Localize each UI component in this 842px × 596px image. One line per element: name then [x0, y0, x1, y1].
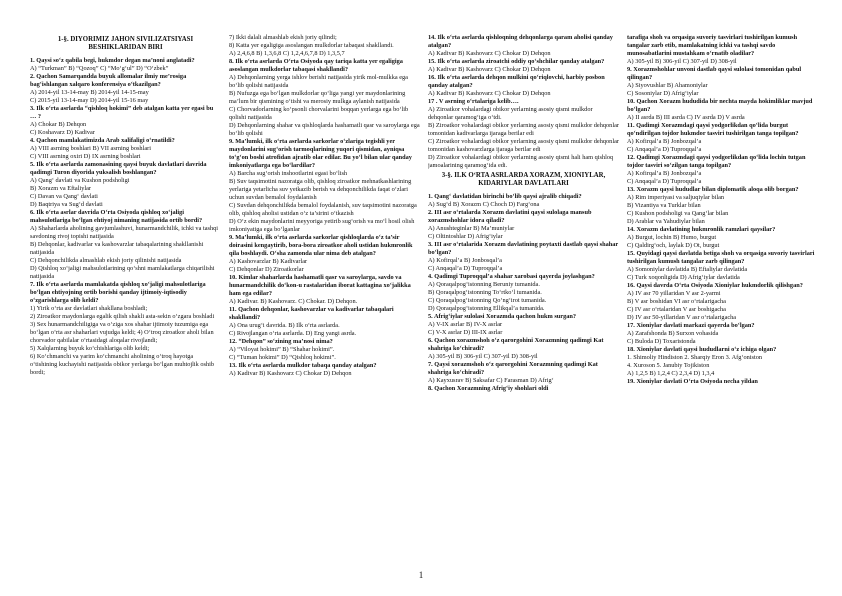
question-text: 2. Qachon Samarqandda buyuk allomalar ilmiy me’rosiga bag‘ishlangan xalqaro konferensiya o‘tkazilgan? [30, 72, 187, 88]
answer-line: A) Kofirqal’a B) Jonbosqal’a [428, 256, 502, 264]
answer-line: A) Somoniylar davlatida B) Eftaliylar davlatida [627, 266, 748, 273]
answer-line: C) Turk xoqonligida D) Afrig‘iylar davlatida [627, 274, 740, 281]
answer-line: D) Ziroatkor vohalardagi obikor yerlarning asosiy qismi hali ham qishloq jamoalarining qaramog‘ida edi. [428, 154, 614, 169]
answer-line: D) Dehqonlarning shahar va qishloqlarda hashamatli qasr va saroylarga ega bo‘lib qolishi [229, 122, 420, 137]
question-text: 8. Ilk o‘rta asrlarda O‘rta Osiyoda qay tariqa katta yer egaligiga asoslangan mulkdorlar tabaqasi shakllandi? [229, 58, 403, 73]
question-text: 16. Ilk o‘rta asrlarda dehqon mulkini qo‘riqlovchi, harbiy posbon qanday atalgan? [428, 74, 605, 89]
question-text: 19. Xioniylar davlati O‘rta Osiyoda necha yildan [627, 378, 758, 385]
answer-line: A) Zarafshonda B) Surxon vohasida [627, 330, 719, 337]
answer-line: C) Oltintoshlar D) Afrig‘iylar [428, 232, 503, 240]
answer-line: C) Suvdan dehqonchilikda bemalol foydalanish, suv taqsimotini nazoratga olib, qishloq aholisi ustidan o‘z ta’sirini o‘tkazish [229, 202, 417, 217]
answer-line: 1) Yirik o‘rta asr davlatlari shakllana boshladi; [30, 304, 148, 312]
answer-line: 5) Xalqlarning buyuk ko‘chishlariga olib keldi; [30, 344, 150, 352]
answer-line: C) Davan va Qang‘ davlati [30, 192, 98, 200]
answer-line: A) “Viloyat hokimi” B) “Shahar hokimi”. [229, 346, 335, 353]
answer-line: A) Siyovushlar B) Ahamoniylar [627, 82, 708, 89]
answer-line: A) 305-yil B) 306-yil C) 307-yil D) 308-yil [627, 58, 737, 65]
answer-line: 7) Ikki dalali almashlab ekish joriy qilindi; [229, 34, 337, 41]
text-column-4 [627, 34, 818, 564]
answer-line: D) Baqtriya va Sug‘d davlati [30, 200, 103, 208]
answer-line: A) Kadivar. B) Kashovarz. C) Chokar. D) Dehqon. [229, 298, 358, 305]
question-text: tarafiga shoh va orqasiga suvoriy tasvirlari tushirilgan kumush tangalar zarb etib, mamlakatning ichki va tashqi savdo munosabatlarini mustahkam o‘rnatib oladilar? [627, 34, 798, 57]
question-text: 9. Xorazmshohlar unvoni dastlab qaysi sulolasi tomonidan qabul qilingan? [627, 66, 802, 81]
answer-line: A) 305-yil B) 306-yil C) 307-yil D) 308-yil [428, 352, 538, 360]
answer-line: A) Kofirqal’a B) Jonbozqal’a [627, 138, 702, 145]
answer-line: A) Qang‘ davlati va Kushon podsholigi [30, 176, 130, 184]
answer-line: A) “Turkman” B) “Qozoq” C) “Mo‘g‘ul” D) “O‘zbek” [30, 64, 169, 72]
answer-line: A) Shaharlarda aholining gavjumlashuvi, hunarmandchilik, ichki va tashqi savdoning rivoj topishi natijasida [30, 224, 218, 240]
answer-line: 3) Sex hunarmandchiligiga va o‘ziga xos shahar ijtimoiy tuzumiga ega bo‘lgan o‘rta asr shaharlari vujudga keldi; 4) O‘troq ziroatkor aholi bilan chorvador qabilalar o‘rtasidagi aloqalar rivojlandi; [30, 320, 214, 344]
question-text: 8. Qachon Xorazmning Afrig‘iy shohlari oldi [428, 384, 549, 392]
question-text: 9. Ma’lumki, ilk o‘rta asrlarda sarkorlar o‘zlariga tegishli yer maydonlarini sug‘orish tarmoqlarining yuqori qismidan, ayniqsa to‘g‘on boshi atrofidan ajratib olar edilar. Bu yo‘l bilan ular qanday imkoniyatlarga ega bo‘lardilar? [229, 138, 412, 169]
answer-line: C) Buloda D) Toxaristonda [627, 338, 696, 345]
answer-line: C) Qaldirg‘och, laylak D) Ot, burgut [627, 242, 720, 249]
answer-line: B) Qoraqalpog‘istonning To‘rtko‘l tumanida. [428, 288, 542, 296]
question-text: 12. Qadimgi Xorazmdagi qaysi yodgorlikdan qo‘lida lochin tutgan tojdor tasviri so‘zilgan tanga topilgan? [627, 154, 806, 169]
question-text: 15. Quyidagi qaysi davlatda betiga shoh va orqasiga suvoriy tasvirlari tushirilgan kumush tangalar zarb qilingan? [627, 250, 815, 265]
question-text: 17 . V asrning o‘rtalariga kelib…. [428, 98, 519, 105]
answer-line: A) Kadivar B) Kashovarz C) Chokar D) Dehqon [229, 370, 352, 377]
answer-line: A) II asrda B) III asrda C) IV asrda D) V asrda [627, 114, 745, 121]
answer-line: D) Qishloq xo‘jaligi mahsulotlarining qo‘shni mamlakatlarga chiqarilishi natijasida [30, 264, 215, 280]
answer-line: D) O‘z ekin maydonlarini meyyoriga yetirib sug‘orish va mo‘l hosil olish imkoniyatiga ega bo‘lganlar [229, 218, 415, 233]
answer-line: B) Vizantiya va Turklar bilan [627, 202, 701, 209]
answer-line: B) Dehqonlar, kadivarlar va kashovarzlar tabaqalarining shakllanishi natijasida [30, 240, 204, 256]
answer-line: C) Dehqonchilikda almashlab ekish joriy qilinishi natijasida [30, 256, 182, 264]
answer-line: C) Dehqonlar D) Ziroatkorlar [229, 266, 304, 273]
answer-line: A) Dehqonlarning yerga ishlov berishi natijasida yirik mol-mulkka ega bo‘lib qolishi natijasida [229, 74, 408, 89]
answer-line: A) Ziroatkor vohalardagi obikor yerlarning asosiy qismi mulkdor dehqonlar qaramog‘iga o‘tdi. [428, 106, 593, 121]
answer-line: A) Anushteginlar B) Ma’muniylar [428, 224, 515, 232]
question-text: 14. Xorazm davlatining hukmronlik ramzlari qaysilar? [627, 226, 776, 233]
answer-line: A) Kadivar B) Kashovarz C) Chokar D) Dehqon [428, 90, 551, 97]
answer-line: C) Sosoniylar D) Afrig‘iylar [627, 90, 699, 97]
question-text: 11. Qadimgi Xorazmdagi qaysi yodgorlikdan qo‘lida burgut qo‘ndirilgan tojdor hukmdor tasviri tushirilgan tanga topilgan? [627, 122, 799, 137]
answer-line: A) 2,4,6,8 B) 1,3,6,8 C) 1,2,4,6,7,8 D) 1,3,5,7 [229, 50, 345, 57]
question-text: 3. Ilk o‘rta asrlarda “qishloq hokimi” deb atalgan katta yer egasi bu … ? [30, 104, 214, 120]
answer-line: C) Ziroatkor vohalardagi obikor yerlarning asosiy qismi mulkdor dehqonlar tomonidan kashovarzlarga ijaraga berilar edi [428, 138, 619, 153]
answer-line: B) Suv taqsimotini nazoratga olib, qishloq ziroatkor mehnatkashlarining yerlariga yetarlicha suv yetkazib berish va dehqonchilikda faqat o‘zlari uchun suvdan bemalol foydalanish [229, 178, 412, 201]
answer-line: C) Anqaqal’a D) Tuproqqal’a [627, 146, 702, 153]
question-text: 2. III asr o‘rtalarda Xorazm davlatini qaysi sulolaga mansub xorazmshohlar idora qiladi? [428, 208, 592, 224]
text-column-1 [30, 34, 221, 564]
answer-line: C) IV asr o‘rtalaridan V asr boshigacha [627, 306, 726, 313]
section-heading: 1-§. DIYORIMIZ JAHON SIVILIZATSIYASI BESHIKLARIDAN BIRI [57, 36, 194, 52]
answer-line: C) Qoraqalpog‘istonning Qo‘ng‘irot tumanida. [428, 296, 547, 304]
answer-line: C) “Tuman hokimi” D) “Qishloq hokimi”. [229, 354, 336, 361]
answer-line: A) Rim imperiyasi va saljuqiylar bilan [627, 194, 725, 201]
section-heading: 3-§. ILK O‘RTA ASRLARDA XORAZM, XIONIYLAR, KIDARIYLAR DAVLATLARI [441, 172, 606, 188]
answer-line: B) Nufuzga ega bo‘lgan mulkdorlar qo‘liga yangi yer maydonlarining ma’lum bir qismining o‘tishi va merosiy mulkga aylanish natijasida [229, 90, 406, 105]
answer-line: A) Chokar B) Dehqon [30, 120, 87, 128]
answer-line: C) Kushon podsholigi va Qang‘lar bilan [627, 210, 729, 217]
page-number: 1 [418, 570, 424, 580]
question-text: 6. Ilk o‘rta asrlar davrida O‘rta Osiyoda qishloq xo‘jaligi mahsulotlariga bo‘lgan ehtiyoj nimaning natijasida ortib bordi? [30, 208, 203, 224]
answer-line: C) Rivojlangan o‘rta asrlarda. D) Eng yangi asrda. [229, 330, 357, 337]
answer-line: A) Sug‘d B) Xorazm C) Choch D) Farg‘ona [428, 200, 540, 208]
question-text: 1. Qang‘ davlatidan birinchi bo‘lib qaysi ajralib chiqadi? [428, 192, 582, 200]
answer-line: A) Burgut, lochin B) Humo, burgut [627, 234, 717, 241]
question-text: 9. Ma’lumki, ilk o‘rta asrlarda sarkorlar qishloqlarda o‘z ta’sir doirasini kengaytirib, bora-bora ziroatkor aholi ustidan hukmronlik qila boshlaydi. O‘sha zamonda ular nima deb atalgan? [229, 234, 413, 257]
answer-line: B) Ziroatkor vohalardagi obikor yerlarning asosiy qismi mulkdor dehqonlar tomonidan kadivarlarga ijaraga berilar edi [428, 122, 619, 137]
answer-line: 6) Ko‘chmanchi va yarim ko‘chmanchi aholining o‘troq hayotga o‘tishining kuchayishi natijasida obikor yerlarga bo‘lgan muhtojlik oshib bordi; [30, 352, 215, 376]
question-text: 1. Qaysi so‘z qabila begi, hukmdor degan ma’noni anglatadi? [30, 56, 195, 64]
answer-line: A) Qoraqalpog‘istonning Beruniy tumanida. [428, 280, 540, 288]
answer-line: A) 1,2,5 B) 1,2,4 C) 2,3,4 D) 1,3,4 [627, 370, 715, 377]
answer-line: D) Qoraqalpog‘istonning Ellikqal’a tumanida. [428, 304, 545, 312]
question-text: 18. Xioniylar davlati qaysi hududlarni o‘z ichiga olgan? [627, 346, 777, 353]
answer-line: D) IV asr 50-yillaridan V asr o‘rtalarigacha [627, 314, 737, 321]
question-text: 13. Ilk o‘rta asrlarda mulkdor tabaqa qanday atalgan? [229, 362, 377, 369]
answer-line: 1. Shimoliy Hindiston 2. Sharqiy Eron 3. Afg‘oniston [627, 354, 763, 361]
answer-line: C) 2015-yil 13-14-may D) 2014-yil 15-16 may [30, 96, 149, 104]
answer-line: A) Kofirqal’a B) Jonbozqal’a [627, 170, 702, 177]
question-text: 13. Xorazm qaysi hududlar bilan diplomatik aloqa olib borgan? [627, 186, 799, 193]
answer-line: A) Ona urug‘i davrida. B) Ilk o‘rta asrlarda. [229, 322, 340, 329]
question-text: 3. III asr o‘rtalarida Xorazm davlatining poytaxti dastlab qaysi shahar bo‘lgan? [428, 240, 619, 256]
answer-line: A) Kayxusrav B) Saksafar C) Farasman D) Afrig‘ [428, 376, 554, 384]
answer-line: A) IV asr 70 yillaridan V asr 2-yarmi [627, 290, 721, 297]
answer-line: 2) Ziroatkor maydonlarga egalik qilish shakli asta-sekin o‘zgara boshladi [30, 312, 215, 320]
answer-line: C) VIII asrning oxiri D) IX asrning boshlari [30, 152, 141, 160]
answer-line: C) Anqaqal’a D) Tuproqqal’a [627, 178, 702, 185]
document-page [30, 34, 818, 564]
answer-line: A) VIII asrning boshlari B) VII asrning boshlari [30, 144, 151, 152]
question-text: 12. “Dehqon” so‘zining ma’nosi nima? [229, 338, 333, 345]
answer-line: C) V-X asrlar D) III-IX asrlar [428, 328, 503, 336]
answer-line: 8) Katta yer egaligiga asoslangan mulkdorlar tabaqasi shakllandi. [229, 42, 394, 49]
question-text: 5. Afrig‘iylar sulolasi Xorazmda qachon hukm surgan? [428, 312, 577, 320]
question-text: 7. Ilk o‘rta asrlarda mamlakatda qishloq xo‘jaligi mahsulotlariga bo‘lgan ehtiyojning ortib borishi qanday ijtimoiy-iqtisodiy o‘zgarishlarga olib keldi? [30, 280, 206, 304]
question-text: 4. Qachon mamlakatimizda Arab xalifaligi o‘rnatildi? [30, 136, 175, 144]
question-text: 11. Qachon dehqonlar, kashovarzlar va kadivarlar tabaqalari shakllandi? [229, 306, 394, 321]
answer-line: D) Arablar va Yahudiylar bilan [627, 218, 705, 225]
answer-line: B) Xorazm va Eftaliylar [30, 184, 92, 192]
question-text: 7. Qaysi xorazmshoh o‘z qarorgohini Xorazmning qadimgi Kat shahriga ko‘chiradi? [428, 360, 598, 376]
answer-line: C) Anqaqal’a D) Tuproqqal’a [428, 264, 503, 272]
question-text: 5. Ilk o‘rta asrlarda zamonasining qaysi buyuk davlatlari davrida qadimgi Turon diyorida yuksalish boshlangan? [30, 160, 207, 176]
answer-line: C) Chorvadorlarning ko‘psonli chorvalarini boqqan yerlarga ega bo‘lib qolishi natijasida [229, 106, 409, 121]
answer-line: A) Kadivar B) Kashovarz C) Chokar D) Dehqon [428, 66, 551, 73]
question-text: 10. Qachon Xorazm hududida bir nechta mayda hokimliklar mavjud bo‘lgan? [627, 98, 813, 113]
text-column-3 [428, 34, 619, 564]
question-text: 4. Qadimgi Tuproqqal’a shahar xarobasi qayerda joylashgan? [428, 272, 595, 280]
answer-line: A) Barcha sug‘orish inshootlarini egasi bo‘lish [229, 170, 348, 177]
question-text: 15. Ilk o‘rta asrlarda ziroatchi oddiy qo‘shchilar qanday atalgan? [428, 58, 605, 65]
question-text: 16. Qaysi davrda O‘rta Osiyoda Xioniylar hukmdorlik qilishgan? [627, 282, 803, 289]
answer-line: B) V asr boshidan VI asr o‘rtalarigacha [627, 298, 726, 305]
answer-line: 4. Xuroson 5. Janubiy Tojikiston [627, 362, 710, 369]
answer-line: C) Koshavarz D) Kadivar [30, 128, 95, 136]
question-text: 14. Ilk o‘rta asrlarda qishloqning dehqonlarga qaram aholisi qanday atalgan? [428, 34, 613, 49]
question-text: 10. Kimlar shaharlarda hashamatli qasr va saroylarga, savdo va hunarmandchilik do‘kon-u rastalaridan iborat kattagina xo‘jalikka ham ega edilar? [229, 274, 411, 297]
question-text: 17. Xioniylar davlati markazi qayerda bo‘lgan? [627, 322, 755, 329]
answer-line: A) Kadivar B) Kashovarz C) Chokar D) Dehqon [428, 50, 551, 57]
answer-line: A) 2014-yil 13-14-may B) 2014-yil 14-15-may [30, 88, 149, 96]
answer-line: A) Kashovarzlar B) Kadivarlar [229, 258, 308, 265]
question-text: 6. Qachon xorazmshoh o‘z qarorgohini Xorazmning qadimgi Kat shahriga ko‘chiradi? [428, 336, 604, 352]
text-column-2 [229, 34, 420, 564]
answer-line: A) V-IX asrlar B) IV-X asrlar [428, 320, 503, 328]
